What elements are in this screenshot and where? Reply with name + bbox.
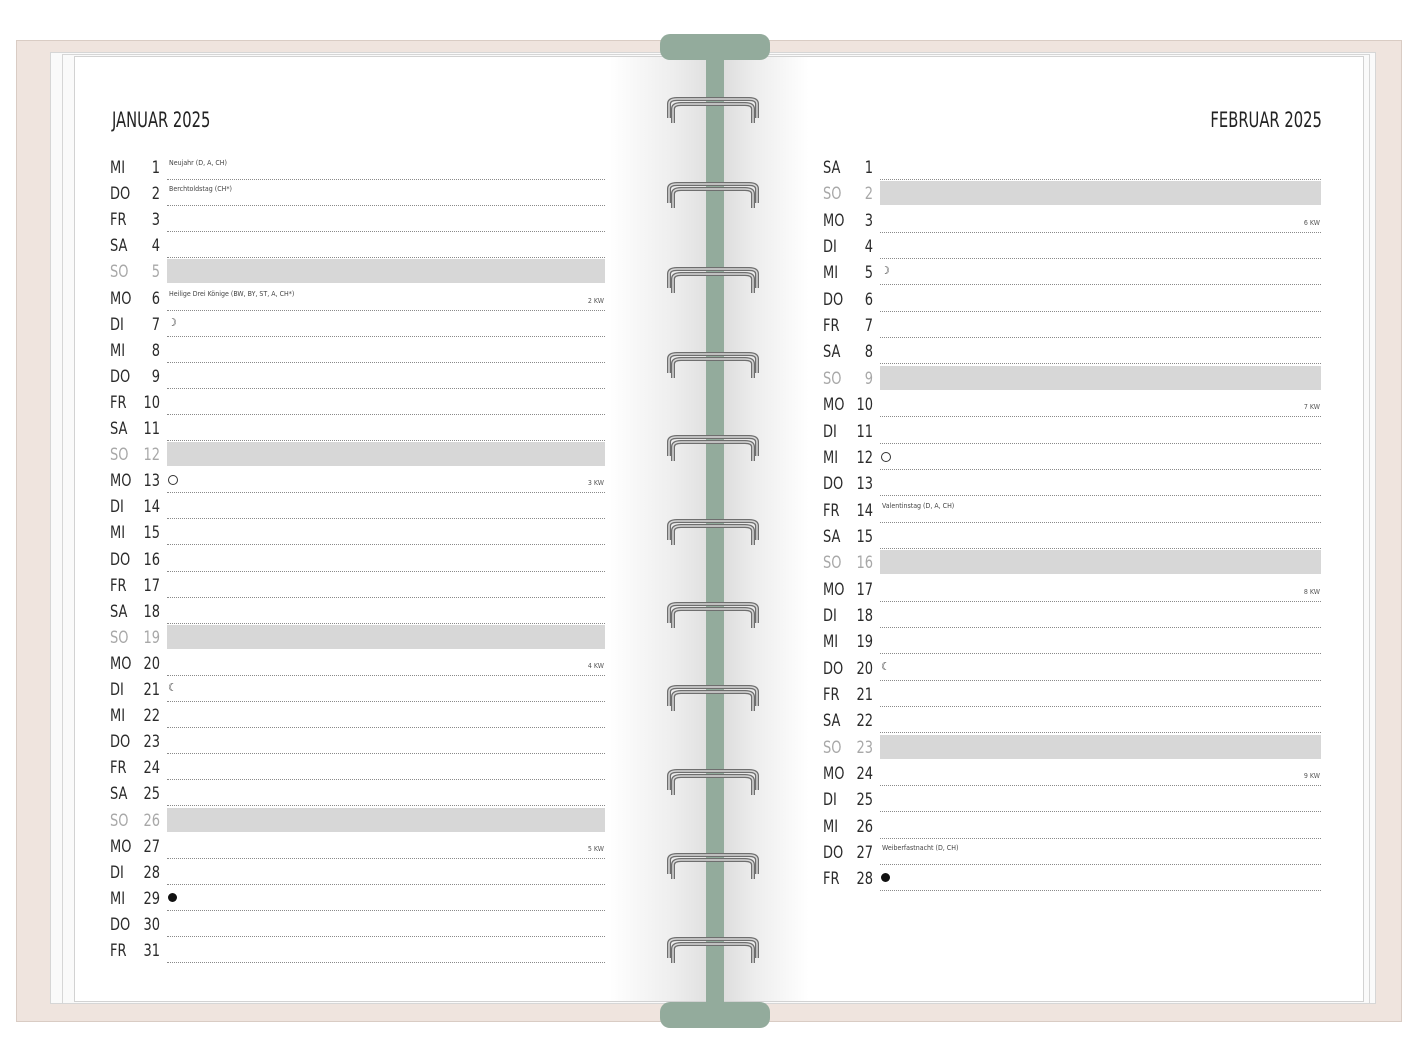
day-row[interactable] (823, 312, 1323, 338)
day-number: 2 (151, 184, 160, 205)
weekday-label: MO (823, 210, 845, 231)
weekday-label: MI (823, 632, 839, 653)
day-row[interactable] (110, 780, 607, 806)
holiday-note: Berchtoldstag (CH*) (169, 185, 232, 194)
calendar-week-label: 6 KW (1303, 218, 1320, 227)
day-number: 28 (143, 862, 160, 883)
weekday-label: FR (110, 758, 127, 779)
weekday-label: MI (823, 447, 839, 468)
day-row[interactable] (110, 833, 607, 859)
weekday-label: MO (110, 471, 132, 492)
month-title-february: FEBRUAR 2025 (1210, 108, 1322, 132)
weekday-label: DI (823, 421, 837, 442)
holiday-note: Heilige Drei Könige (BW, BY, ST, A, CH*) (169, 289, 295, 298)
day-row[interactable] (110, 232, 607, 258)
weekday-label: FR (823, 316, 840, 337)
day-row[interactable] (823, 233, 1323, 259)
calendar-week-label: 7 KW (1303, 403, 1320, 412)
day-row[interactable] (823, 418, 1323, 444)
day-row[interactable] (110, 598, 607, 624)
weekday-label: SO (823, 184, 842, 205)
day-row[interactable] (823, 286, 1323, 312)
full-moon-icon (881, 452, 891, 462)
day-row[interactable] (823, 734, 1323, 760)
day-number: 11 (856, 421, 873, 442)
weekday-label: SA (823, 342, 841, 363)
weekday-label: FR (823, 685, 840, 705)
weekday-label: DI (110, 314, 124, 335)
weekday-label: SO (823, 553, 842, 574)
weekday-label: DO (110, 184, 131, 205)
day-number: 3 (864, 210, 873, 231)
weekday-label: FR (823, 500, 840, 521)
day-row[interactable] (110, 546, 607, 572)
day-number: 20 (856, 658, 873, 679)
day-row[interactable] (823, 470, 1323, 496)
day-row[interactable] (110, 519, 607, 545)
day-number: 17 (143, 575, 160, 596)
weekday-label: DO (823, 474, 844, 495)
day-number: 26 (143, 810, 160, 831)
spiral-ring (665, 601, 761, 631)
day-row[interactable] (823, 865, 1323, 891)
day-number: 21 (856, 685, 873, 705)
day-number: 8 (151, 340, 160, 361)
day-number: 10 (856, 395, 873, 416)
spiral-ring (665, 351, 761, 381)
weekday-label: DO (823, 843, 844, 864)
day-row[interactable] (823, 207, 1323, 233)
day-number: 25 (856, 790, 873, 811)
day-row[interactable] (110, 728, 607, 754)
weekday-label: MO (823, 395, 845, 416)
spiral-ring (665, 684, 761, 714)
weekday-label: SA (823, 158, 841, 178)
day-row[interactable] (823, 259, 1323, 285)
last-quarter-moon-icon: ☾ (881, 659, 890, 673)
day-number: 11 (143, 419, 160, 439)
sunday-bar (880, 735, 1321, 759)
calendar-week-label: 3 KW (587, 479, 604, 488)
sunday-bar (880, 181, 1321, 205)
month-title-january: JANUAR 2025 (112, 108, 211, 132)
day-row[interactable] (110, 624, 607, 650)
day-row[interactable] (110, 206, 607, 232)
weekday-label: SO (110, 810, 129, 831)
weekday-label: SA (823, 526, 841, 547)
sunday-bar (880, 366, 1321, 390)
weekday-label: MI (823, 263, 839, 284)
day-number: 6 (864, 289, 873, 310)
new-moon-icon (881, 873, 890, 882)
day-number: 4 (864, 237, 873, 258)
day-row[interactable] (823, 180, 1323, 206)
spiral-ring (665, 266, 761, 296)
calendar-week-label: 4 KW (587, 661, 604, 670)
day-row[interactable] (110, 572, 607, 598)
last-quarter-moon-icon: ☾ (168, 681, 177, 694)
spiral-ring (665, 768, 761, 798)
weekday-label: MI (110, 706, 126, 727)
day-row[interactable] (823, 839, 1323, 865)
day-number: 16 (856, 553, 873, 574)
weekday-label: MI (110, 340, 126, 361)
spiral-ring (665, 181, 761, 211)
sunday-bar (167, 625, 605, 649)
day-number: 26 (856, 816, 873, 837)
day-row[interactable] (823, 628, 1323, 654)
day-number: 13 (856, 474, 873, 495)
day-row[interactable] (110, 415, 607, 441)
day-row[interactable] (823, 549, 1323, 575)
weekday-label: FR (823, 869, 840, 890)
day-row[interactable] (110, 389, 607, 415)
day-number: 23 (856, 737, 873, 758)
sunday-bar (880, 550, 1321, 574)
day-number: 18 (856, 605, 873, 626)
day-number: 15 (143, 523, 160, 544)
weekday-label: SO (110, 627, 129, 648)
new-moon-icon (168, 893, 177, 902)
weekday-label: DI (823, 237, 837, 258)
calendar-week-label: 2 KW (587, 296, 604, 305)
weekday-label: MO (110, 653, 132, 674)
day-row[interactable] (110, 859, 607, 885)
day-number: 15 (856, 526, 873, 547)
spiral-ring (665, 936, 761, 966)
weekday-label: FR (110, 941, 127, 961)
day-number: 28 (856, 869, 873, 890)
full-moon-icon (168, 475, 178, 485)
day-row[interactable] (823, 497, 1323, 523)
day-row[interactable] (110, 650, 607, 676)
day-row[interactable] (823, 154, 1323, 180)
day-number: 4 (151, 236, 160, 257)
weekday-label: MI (110, 523, 126, 544)
day-number: 22 (856, 711, 873, 732)
holiday-note: Valentinstag (D, A, CH) (882, 501, 955, 510)
weekday-label: DO (110, 914, 131, 935)
day-row[interactable] (823, 338, 1323, 364)
weekday-label: DO (110, 732, 131, 753)
day-number: 1 (151, 158, 160, 178)
day-number: 1 (864, 158, 873, 178)
day-row[interactable] (110, 807, 607, 833)
weekday-label: SO (110, 445, 129, 466)
weekday-label: MO (110, 288, 132, 309)
day-number: 2 (864, 184, 873, 205)
day-number: 23 (143, 732, 160, 753)
day-row[interactable] (823, 813, 1323, 839)
day-number: 19 (856, 632, 873, 653)
day-row[interactable] (110, 702, 607, 728)
spiral-ring (665, 518, 761, 548)
day-row[interactable] (823, 602, 1323, 628)
day-number: 12 (856, 447, 873, 468)
weekday-label: DI (823, 605, 837, 626)
day-number: 25 (143, 784, 160, 805)
spiral-ring (665, 434, 761, 464)
calendar-week-label: 8 KW (1303, 587, 1320, 596)
day-row[interactable] (823, 760, 1323, 786)
day-row[interactable] (823, 786, 1323, 812)
day-row[interactable] (110, 937, 607, 963)
day-number: 22 (143, 706, 160, 727)
day-row[interactable] (823, 707, 1323, 733)
day-row[interactable] (110, 441, 607, 467)
day-row[interactable] (110, 337, 607, 363)
day-number: 13 (143, 471, 160, 492)
spiral-ring (665, 96, 761, 126)
day-number: 24 (856, 764, 873, 785)
first-quarter-moon-icon: ☽ (168, 315, 177, 329)
day-number: 5 (151, 262, 160, 283)
spine-bottom-cap (660, 1002, 770, 1028)
day-number: 18 (143, 601, 160, 622)
day-row[interactable] (823, 523, 1323, 549)
weekday-label: FR (110, 575, 127, 596)
day-number: 27 (856, 843, 873, 864)
weekday-label: DO (110, 366, 131, 387)
day-row[interactable] (823, 365, 1323, 391)
day-number: 8 (864, 342, 873, 363)
day-number: 24 (143, 758, 160, 779)
day-number: 7 (864, 316, 873, 337)
writing-line (167, 962, 605, 963)
holiday-note: Neujahr (D, A, CH) (169, 159, 227, 167)
day-row[interactable] (110, 493, 607, 519)
day-number: 14 (143, 497, 160, 518)
holiday-note: Weiberfastnacht (D, CH) (882, 844, 959, 853)
day-number: 10 (143, 392, 160, 413)
day-row[interactable] (110, 885, 607, 911)
day-number: 30 (143, 914, 160, 935)
day-number: 29 (143, 888, 160, 909)
sunday-bar (167, 808, 605, 832)
weekday-label: DI (110, 862, 124, 883)
day-number: 17 (856, 579, 873, 600)
day-row[interactable] (110, 258, 607, 284)
day-row[interactable] (110, 180, 607, 206)
calendar-week-label: 9 KW (1303, 772, 1320, 781)
calendar-week-label: 5 KW (587, 844, 604, 853)
weekday-label: MI (110, 158, 126, 178)
day-row[interactable] (110, 154, 607, 180)
weekday-label: SA (110, 419, 128, 439)
first-quarter-moon-icon: ☽ (881, 264, 890, 278)
day-row[interactable] (110, 311, 607, 337)
weekday-label: MO (823, 579, 845, 600)
spiral-ring (665, 852, 761, 882)
day-number: 9 (151, 366, 160, 387)
weekday-label: FR (110, 210, 127, 231)
day-number: 21 (143, 680, 160, 700)
day-row[interactable] (110, 285, 607, 311)
day-number: 9 (864, 368, 873, 389)
sunday-bar (167, 442, 605, 466)
day-row[interactable] (823, 681, 1323, 707)
day-row[interactable] (110, 911, 607, 937)
day-number: 14 (856, 500, 873, 521)
day-row[interactable] (110, 467, 607, 493)
spine-top-cap (660, 34, 770, 60)
day-number: 31 (143, 941, 160, 961)
weekday-label: SO (823, 368, 842, 389)
day-row[interactable] (110, 363, 607, 389)
day-row[interactable] (823, 655, 1323, 681)
day-number: 16 (143, 549, 160, 570)
weekday-label: MI (823, 816, 839, 837)
weekday-label: DO (110, 549, 131, 570)
weekday-label: DI (110, 497, 124, 518)
weekday-label: MO (110, 836, 132, 857)
weekday-label: MO (823, 764, 845, 785)
day-number: 3 (151, 210, 160, 231)
weekday-label: DI (110, 680, 124, 700)
day-number: 12 (143, 445, 160, 466)
weekday-label: SO (823, 737, 842, 758)
weekday-label: SA (110, 236, 128, 257)
weekday-label: DO (823, 658, 844, 679)
day-number: 5 (864, 263, 873, 284)
weekday-label: SO (110, 262, 129, 283)
day-row[interactable] (110, 754, 607, 780)
day-number: 6 (151, 288, 160, 309)
weekday-label: SA (110, 601, 128, 622)
weekday-label: SA (110, 784, 128, 805)
weekday-label: DO (823, 289, 844, 310)
day-row[interactable] (110, 676, 607, 702)
weekday-label: MI (110, 888, 126, 909)
day-number: 7 (151, 314, 160, 335)
sunday-bar (167, 259, 605, 283)
day-row[interactable] (823, 391, 1323, 417)
weekday-label: FR (110, 392, 127, 413)
day-row[interactable] (823, 444, 1323, 470)
day-number: 20 (143, 653, 160, 674)
day-row[interactable] (823, 576, 1323, 602)
weekday-label: SA (823, 711, 841, 732)
writing-line (880, 890, 1321, 891)
day-number: 19 (143, 627, 160, 648)
day-number: 27 (143, 836, 160, 857)
weekday-label: DI (823, 790, 837, 811)
